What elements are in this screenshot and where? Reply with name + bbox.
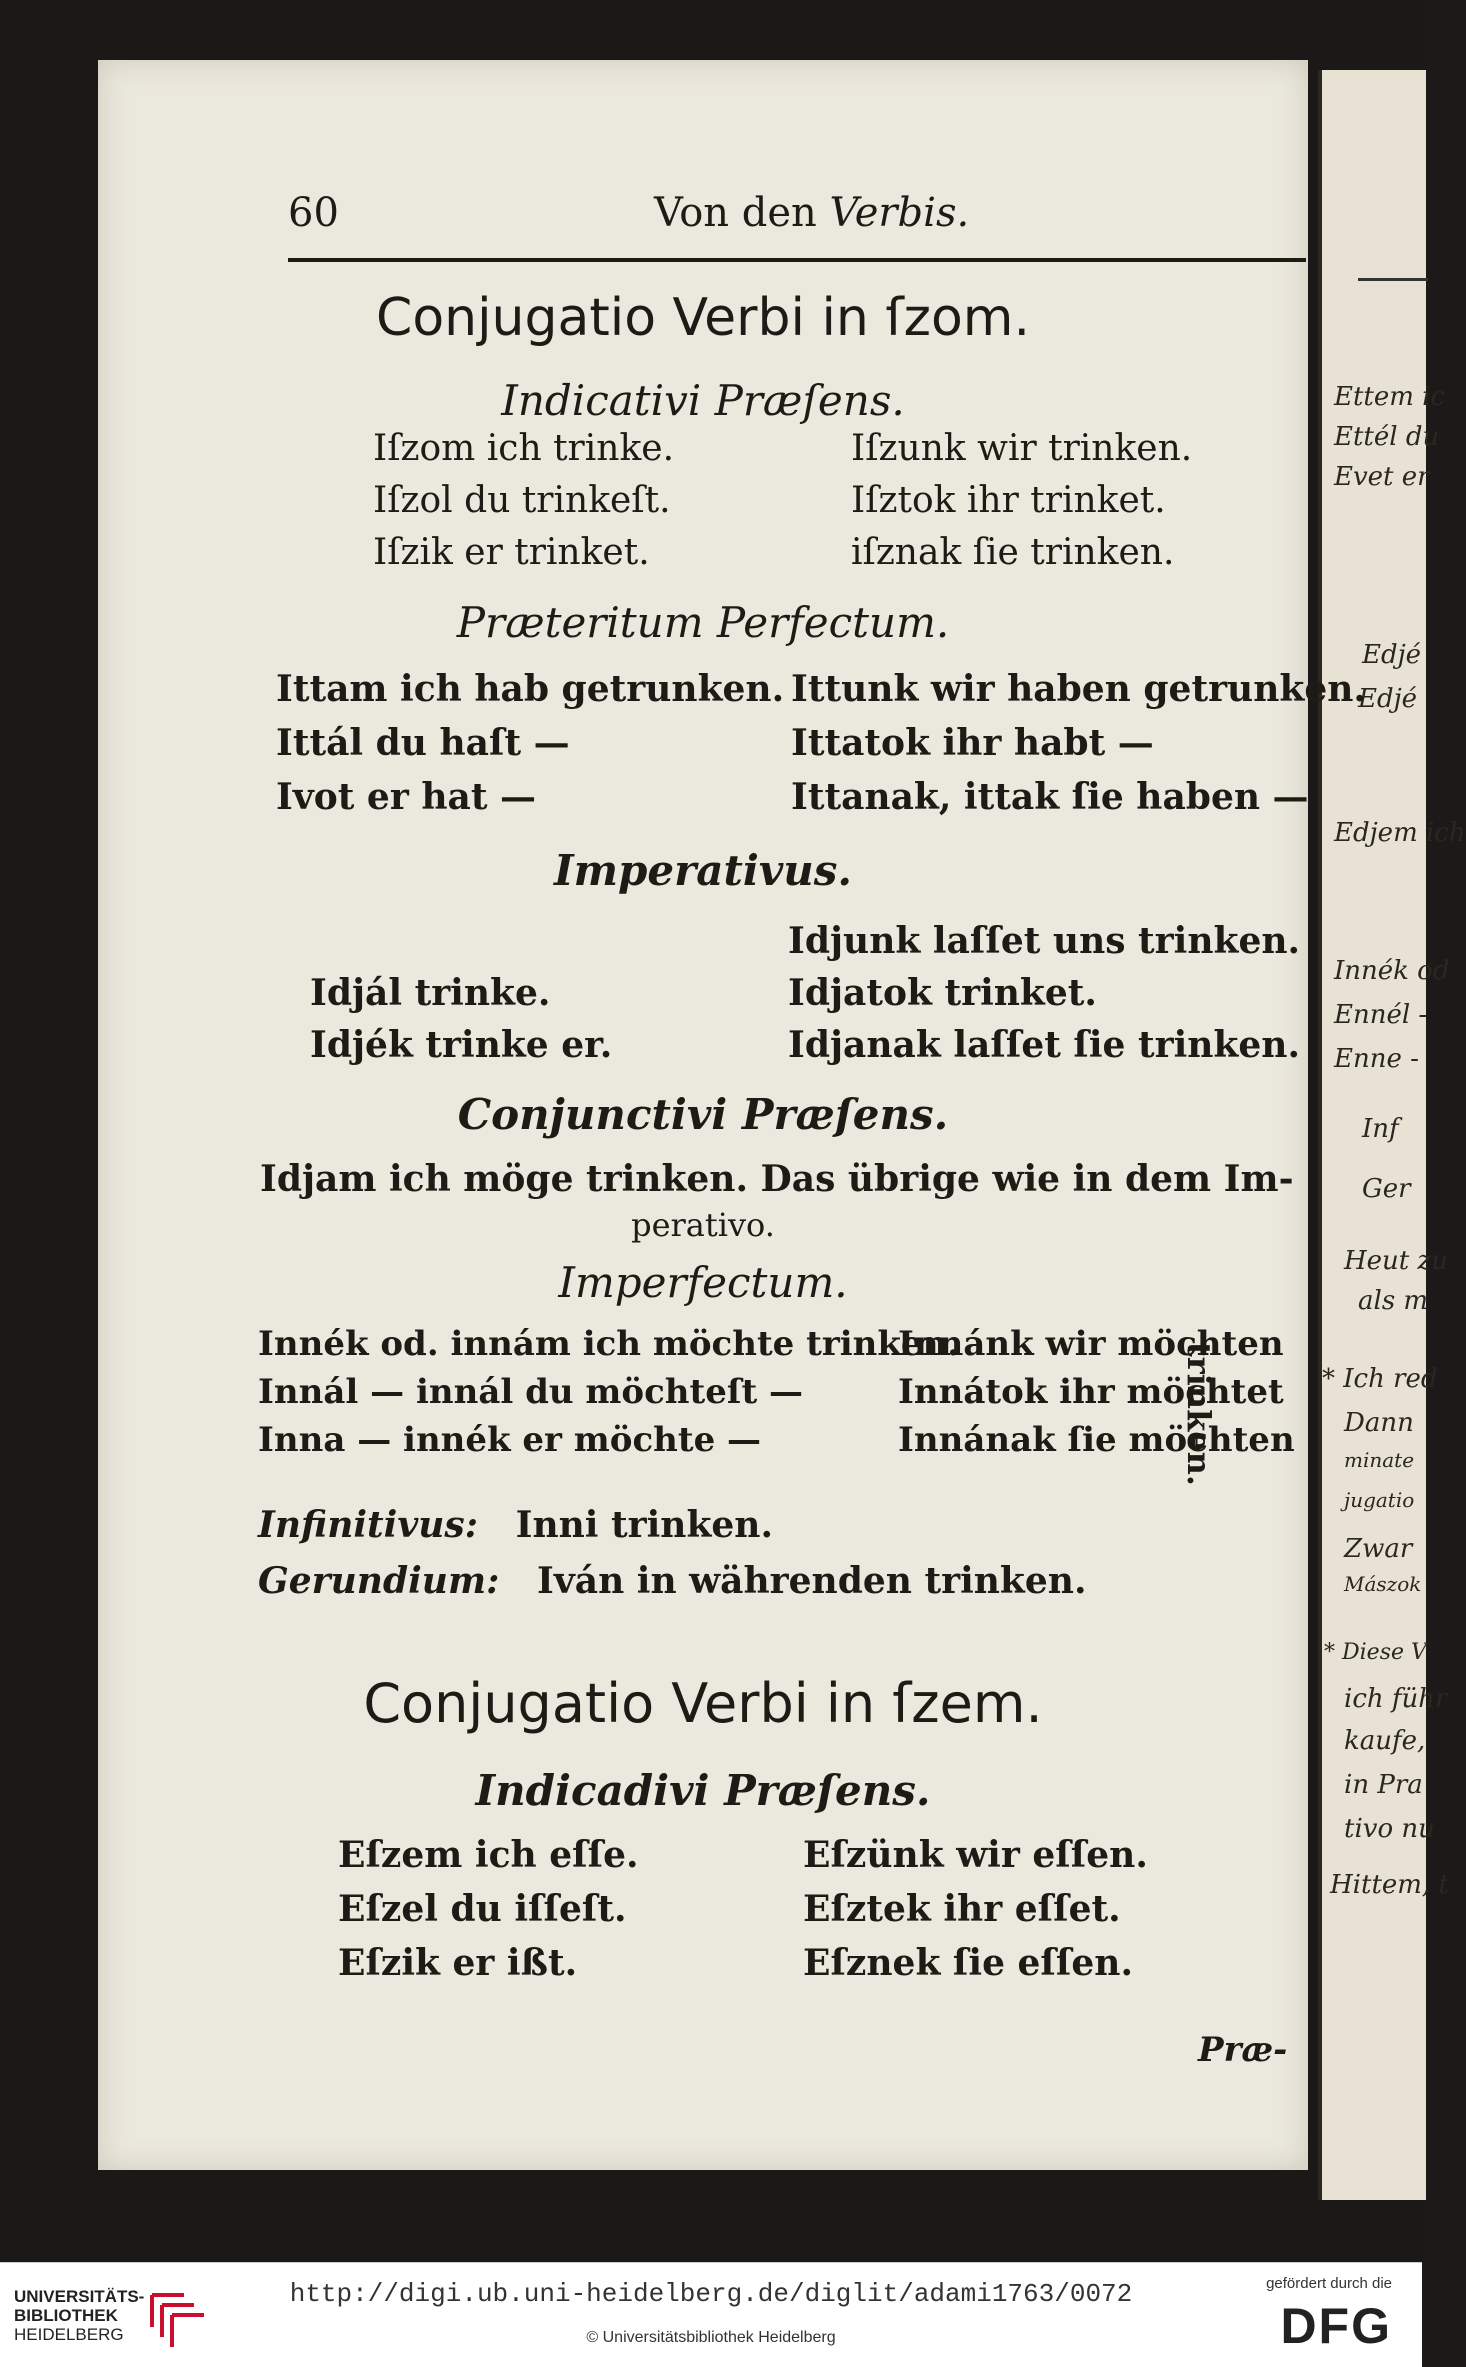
facing-line: Evet er [1334, 462, 1430, 492]
gerundium-line [258, 1560, 1086, 1602]
facing-page-fragment [1318, 70, 1466, 2200]
conjugation-row: Innátok ihr möchtet [898, 1372, 1284, 1412]
conjugation-row: Iſzol du trinkeſt. [373, 480, 671, 521]
conjugation-row: Idjatok trinket. [788, 972, 1097, 1014]
gerundium-value: Iván in währenden trinken. [536, 1560, 1087, 1602]
facing-line: Edjé [1362, 640, 1422, 670]
facing-line: minate [1344, 1448, 1415, 1472]
facing-line: Ennél - [1334, 1000, 1428, 1030]
conjugation-row: Iſzik er trinket. [373, 532, 650, 573]
facing-line: Mászok [1344, 1572, 1422, 1596]
facing-line: Zwar [1344, 1534, 1413, 1564]
conjunctivi-line: perativo. [631, 1206, 775, 1244]
conjugation-row: Ittunk wir haben getrunken. [791, 668, 1366, 710]
facing-line: kaufe, [1344, 1726, 1426, 1756]
book-page [98, 60, 1366, 2170]
facing-line: Hittem, t [1330, 1870, 1449, 1900]
facing-line: * Diese V [1324, 1640, 1427, 1665]
conjugation-row: Ittatok ihr habt — [791, 722, 1154, 764]
facing-line: Dann [1344, 1408, 1414, 1438]
copyright: © Universitätsbibliothek Heidelberg [586, 2329, 836, 2346]
header-rule [288, 258, 1306, 262]
footer-bar [0, 2262, 1422, 2367]
facing-line: Innék od [1334, 956, 1450, 986]
conjugation-row: Innék od. innám ich möchte trinken. [258, 1324, 960, 1364]
gerundium-label: Gerundium: [258, 1560, 500, 1602]
conjugation-title-1: Conjugatio Verbi in ſzom. [376, 288, 1030, 348]
library-name: UNIVERSITÄTS- BIBLIOTHEK HEIDELBERG [14, 2287, 145, 2344]
facing-line: jugatio [1344, 1488, 1415, 1512]
conjugation-row: Iſzom ich trinke. [373, 428, 675, 469]
facing-line: Heut zu [1344, 1246, 1448, 1276]
conjugation-title-2: Conjugatio Verbi in ſzem. [363, 1672, 1043, 1735]
facing-line: Enne - [1334, 1044, 1419, 1074]
facing-line: in Pra [1344, 1770, 1423, 1800]
infinitivus-label: Infinitivus: [258, 1504, 478, 1546]
conjugation-row: Iſztok ihr trinket. [851, 480, 1166, 521]
section-heading-imperativus: Imperativus. [553, 846, 853, 895]
facing-page-rule [1358, 278, 1428, 281]
conjugation-row: Idjunk laſſet uns trinken. [788, 920, 1301, 962]
conjugation-row: Eſzem ich eſſe. [338, 1834, 639, 1876]
conjugation-row: Eſzik er ißt. [338, 1942, 578, 1984]
conjunctivi-line: Idjam ich möge trinken. Das übrige wie in dem Im- [260, 1158, 1294, 1200]
conjugation-row: Innál — innál du möchteſt — [258, 1372, 804, 1412]
conjugation-row: Idjék trinke er. [310, 1024, 613, 1066]
section-heading-conjunctivi: Conjunctivi Præſens. [457, 1090, 949, 1139]
conjugation-row: Ittál du haſt — [276, 722, 570, 764]
conjugation-row: Eſzünk wir eſſen. [803, 1834, 1148, 1876]
funding-note: gefördert durch die [1266, 2275, 1392, 2292]
conjugation-row: Eſznek ſie eſſen. [803, 1942, 1134, 1984]
conjugation-row: Innának ſie möchten [898, 1420, 1295, 1460]
conjugation-row: iſznak ſie trinken. [851, 532, 1175, 573]
infinitivus-line [258, 1504, 773, 1546]
conjugation-row: Innánk wir möchten [898, 1324, 1284, 1364]
conjugation-row: Inna — innék er möchte — [258, 1420, 762, 1460]
vertical-side-note: trinken. [1180, 1342, 1218, 1486]
facing-line: Ger [1362, 1174, 1411, 1204]
section-heading-praeteritum: Præteritum Perfectum. [456, 598, 950, 647]
section-heading-imperfectum: Imperfectum. [558, 1258, 848, 1307]
facing-line: Edjé [1358, 684, 1418, 714]
conjugation-row: Ittanak, ittak ſie haben — [791, 776, 1309, 818]
section-heading-indicadivi: Indicadivi Præſens. [475, 1766, 931, 1815]
permalink-url[interactable]: http://digi.ub.uni-heidelberg.de/diglit/adami1763/0072 [289, 2279, 1133, 2309]
section-heading-indicativi: Indicativi Præſens. [501, 376, 905, 425]
facing-line: Edjem ich [1334, 818, 1466, 848]
facing-line: Ettem ic [1334, 382, 1446, 412]
conjugation-row: Idjanak laſſet ſie trinken. [788, 1024, 1300, 1066]
conjugation-row: Eſztek ihr eſſet. [803, 1888, 1121, 1930]
conjugation-row: Ittam ich hab getrunken. [276, 668, 785, 710]
facing-line: als m [1358, 1286, 1429, 1316]
running-head: Von den Verbis. [654, 190, 970, 236]
facing-line: ich führ [1344, 1684, 1448, 1714]
conjugation-row: Eſzel du iſſeſt. [338, 1888, 627, 1930]
page-number: 60 [288, 190, 339, 236]
dfg-logo[interactable]: DFG [1280, 2298, 1392, 2354]
conjugation-row: Iſzunk wir trinken. [851, 428, 1193, 469]
facing-line: Inf [1362, 1114, 1399, 1144]
facing-line: Ettél du [1334, 422, 1440, 452]
facing-line: * Ich red [1322, 1364, 1438, 1394]
infinitivus-value: Inni trinken. [515, 1504, 774, 1546]
conjugation-row: Ivot er hat — [276, 776, 536, 818]
conjugation-row: Idjál trinke. [310, 972, 551, 1014]
catchword: Præ- [1198, 2030, 1288, 2070]
facing-line: tivo nu [1344, 1814, 1435, 1844]
